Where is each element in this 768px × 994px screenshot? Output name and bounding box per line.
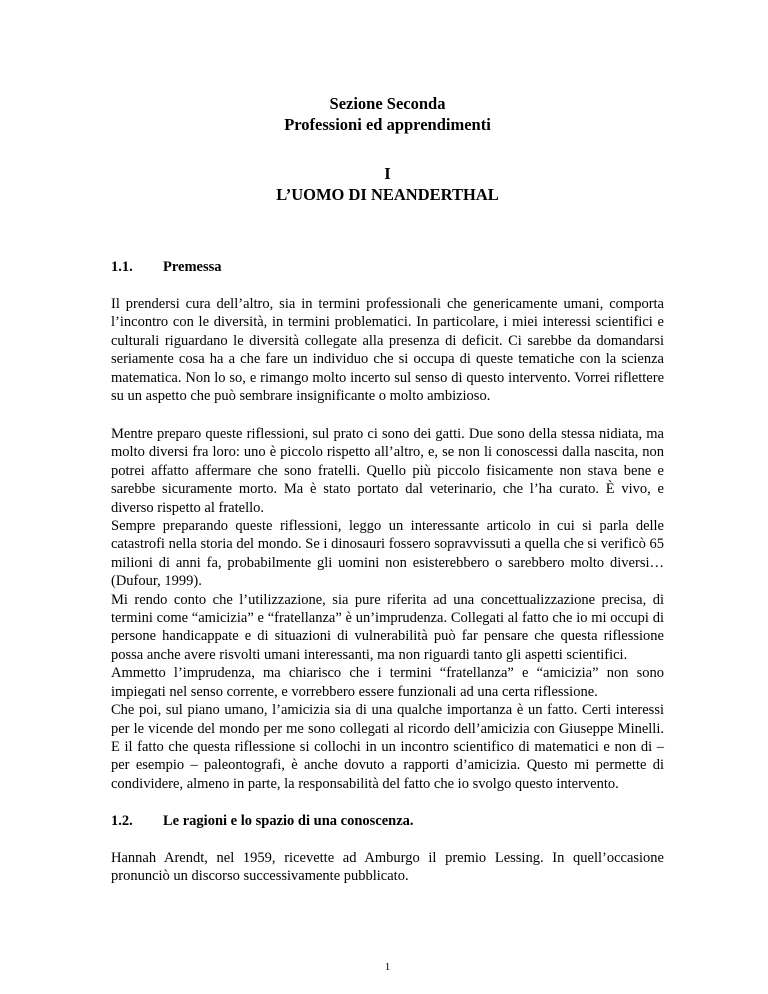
section-header [111,93,664,135]
section-title: Premessa [163,259,222,275]
section-subtitle: Professioni ed apprendimenti [284,115,491,134]
paragraph: Mi rendo conto che l’utilizzazione, sia pure riferita ad una concettualizzazione precisa, di termini come “amicizia” e “fratellanza” è un’imprudenza. Collegati al fatto che io mi occupi di persone handicappate e di situazioni di vulnerabilità può far pensare che questa riflessione possa anche avere risvolti umani interessanti, ma non riguardi tanto gli aspetti scientifici. [111,591,664,663]
chapter-header [111,163,664,205]
paragraph: Sempre preparando queste riflessioni, leggo un interessante articolo in cui si parla delle catastrofi nella storia del mondo. Se i dinosauri fossero sopravvissuti a quella che si verificò 65 milioni di anni fa, probabilmente gli uomini non esisterebbero o sarebbero molto diversi… (Dufour, 1999). [111,518,664,590]
paragraph: Il prendersi cura dell’altro, sia in termini professionali che genericamente umani, comporta l’incontro con le diversità, in termini problematici. In particolare, i miei interessi scientifici e culturali riguardano le diversità collegate alla presenza di deficit. Ci sarebbe da domandarsi seriamente cosa ha a che fare un individuo che si occupa di queste tematiche con la scienza matematica. Non lo so, e rimango molto incerto sul senso di questo intervento. Vorrei riflettere su un aspetto che può sembrare insignificante o molto ambizioso. [111,296,664,405]
chapter-title: L’UOMO DI NEANDERTHAL [276,185,499,204]
paragraph-block [111,295,664,405]
paragraph: Mentre preparo queste riflessioni, sul prato ci sono dei gatti. Due sono della stessa nidiata, ma molto diversi fra loro: uno è piccolo rispetto all’altro, e, se non li conoscessi dalla nascita, non potrei affatto affermare che sono fratelli. Quello più piccolo fisicamente non stava bene e sarebbe sicuramente morto. Ma è stato portato dal veterinario, che l’ha curato. È vivo, e diverso rispetto al fratello. [111,426,664,516]
paragraph-block [111,425,664,793]
paragraph: Hannah Arendt, nel 1959, ricevette ad Amburgo il premio Lessing. In quell’occasione pronunciò un discorso successivamente pubblicato. [111,850,664,885]
chapter-number: I [384,164,391,183]
section-heading-1-1 [111,258,222,276]
paragraph-block [111,849,664,886]
paragraph: Ammetto l’imprudenza, ma chiarisco che i termini “fratellanza” e “amicizia” non sono impiegati nel senso corrente, e vorrebbero essere funzionali ad una certa riflessione. [111,665,664,700]
section-label: Sezione Seconda [329,94,446,113]
section-title: Le ragioni e lo spazio di una conoscenza. [163,813,414,829]
section-number: 1.1. [111,259,133,275]
section-number: 1.2. [111,813,133,829]
paragraph: Che poi, sul piano umano, l’amicizia sia di una qualche importanza è un fatto. Certi interessi per le vicende del mondo per me sono collegati al ricordo dell’amicizia con Giuseppe Minelli. E il fatto che questa riflessione si collochi in un incontro scientifico di matematici e non di – per esempio – paleontografi, è anche dovuto a rapporti d’amicizia. Questo mi permette di condividere, almeno in parte, la responsabilità del fatto che io svolgo questo intervento. [111,702,664,792]
section-heading-1-2 [111,812,414,830]
page-number: 1 [384,961,391,973]
document-page [111,0,664,994]
